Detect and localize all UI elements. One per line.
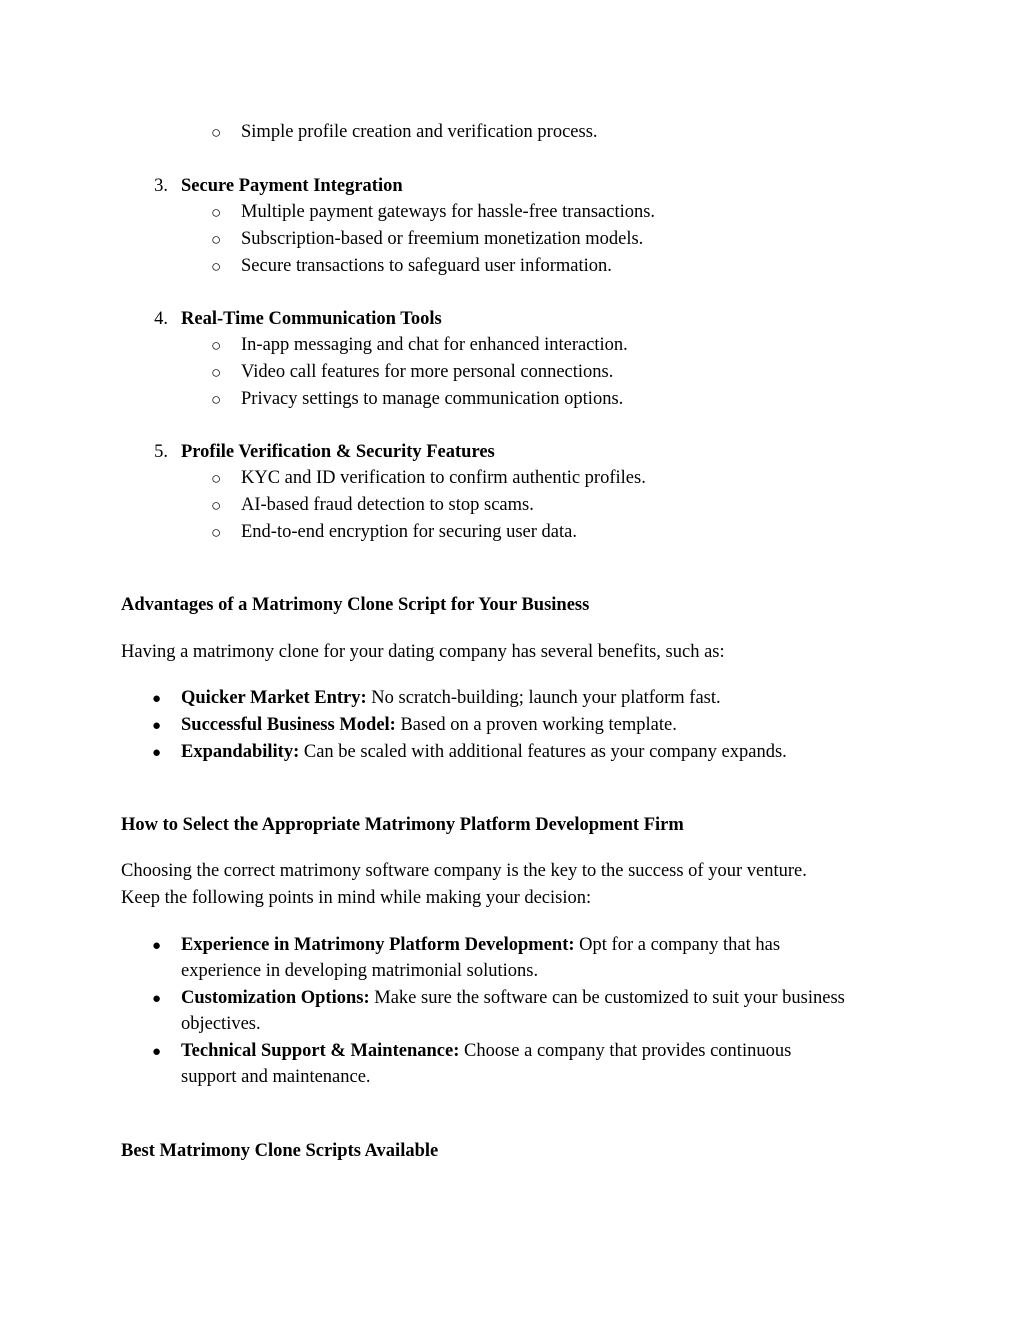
- item-text: No scratch-building; launch your platform fast.: [366, 688, 721, 708]
- item-label: Successful Business Model:: [181, 715, 396, 735]
- bullet-icon: ●: [152, 718, 162, 734]
- item-label: Technical Support & Maintenance:: [181, 1041, 460, 1061]
- list-item: [181, 987, 845, 1009]
- item-text: Can be scaled with additional features as your company expands.: [299, 742, 787, 762]
- list-item: Subscription-based or freemium monetization models.: [241, 229, 644, 249]
- sub-bullet-icon: ○: [211, 203, 222, 222]
- list-item-continuation: experience in developing matrimonial solutions.: [181, 961, 539, 981]
- section-heading: Best Matrimony Clone Scripts Available: [121, 1141, 439, 1161]
- feature-title: Secure Payment Integration: [181, 176, 403, 196]
- item-text: Choose a company that provides continuous: [459, 1041, 792, 1061]
- list-item: Multiple payment gateways for hassle-free transactions.: [241, 202, 656, 222]
- list-item: AI-based fraud detection to stop scams.: [241, 495, 534, 515]
- paragraph-line: Choosing the correct matrimony software company is the key to the success of your venture.: [121, 861, 807, 881]
- feature-title: Profile Verification & Security Features: [181, 442, 495, 462]
- list-item-continuation: support and maintenance.: [181, 1067, 371, 1087]
- sub-bullet-icon: ○: [211, 230, 222, 249]
- sub-bullet-icon: ○: [211, 390, 222, 409]
- list-item: [181, 741, 787, 763]
- bullet-icon: ●: [152, 691, 162, 707]
- item-label: Experience in Matrimony Platform Development:: [181, 935, 575, 955]
- paragraph-line: Keep the following points in mind while making your decision:: [121, 888, 592, 908]
- sub-bullet-icon: ○: [211, 523, 222, 542]
- list-number: 4.: [154, 309, 168, 329]
- list-item-continuation: objectives.: [181, 1014, 261, 1034]
- bullet-icon: ●: [152, 938, 162, 954]
- sub-bullet-icon: ○: [211, 363, 222, 382]
- sub-bullet-icon: ○: [211, 257, 222, 276]
- list-item: Video call features for more personal connections.: [241, 362, 614, 382]
- list-item: [181, 934, 780, 956]
- sub-bullet-icon: ○: [211, 496, 222, 515]
- list-item: Simple profile creation and verification process.: [241, 122, 598, 142]
- item-label: Expandability:: [181, 742, 300, 762]
- list-item: Secure transactions to safeguard user information.: [241, 256, 612, 276]
- item-text: Based on a proven working template.: [395, 715, 677, 735]
- list-item: KYC and ID verification to confirm authentic profiles.: [241, 468, 646, 488]
- item-text: Make sure the software can be customized to suit your business: [369, 988, 845, 1008]
- paragraph: Having a matrimony clone for your dating company has several benefits, such as:: [121, 642, 725, 662]
- sub-bullet-icon: ○: [211, 336, 222, 355]
- list-number: 5.: [154, 442, 168, 462]
- list-item: [181, 714, 677, 736]
- list-item: [181, 1040, 791, 1062]
- item-label: Customization Options:: [181, 988, 370, 1008]
- list-item: [181, 687, 721, 709]
- sub-bullet-icon: ○: [211, 123, 222, 142]
- list-item: End-to-end encryption for securing user data.: [241, 522, 577, 542]
- sub-bullet-icon: ○: [211, 469, 222, 488]
- list-item: In-app messaging and chat for enhanced interaction.: [241, 335, 628, 355]
- list-item: Privacy settings to manage communication options.: [241, 389, 624, 409]
- item-label: Quicker Market Entry:: [181, 688, 367, 708]
- feature-title: Real-Time Communication Tools: [181, 309, 442, 329]
- section-heading: How to Select the Appropriate Matrimony Platform Development Firm: [121, 815, 684, 835]
- bullet-icon: ●: [152, 745, 162, 761]
- bullet-icon: ●: [152, 991, 162, 1007]
- section-heading: Advantages of a Matrimony Clone Script for Your Business: [121, 595, 590, 615]
- list-number: 3.: [154, 176, 168, 196]
- item-text: Opt for a company that has: [574, 935, 781, 955]
- bullet-icon: ●: [152, 1044, 162, 1060]
